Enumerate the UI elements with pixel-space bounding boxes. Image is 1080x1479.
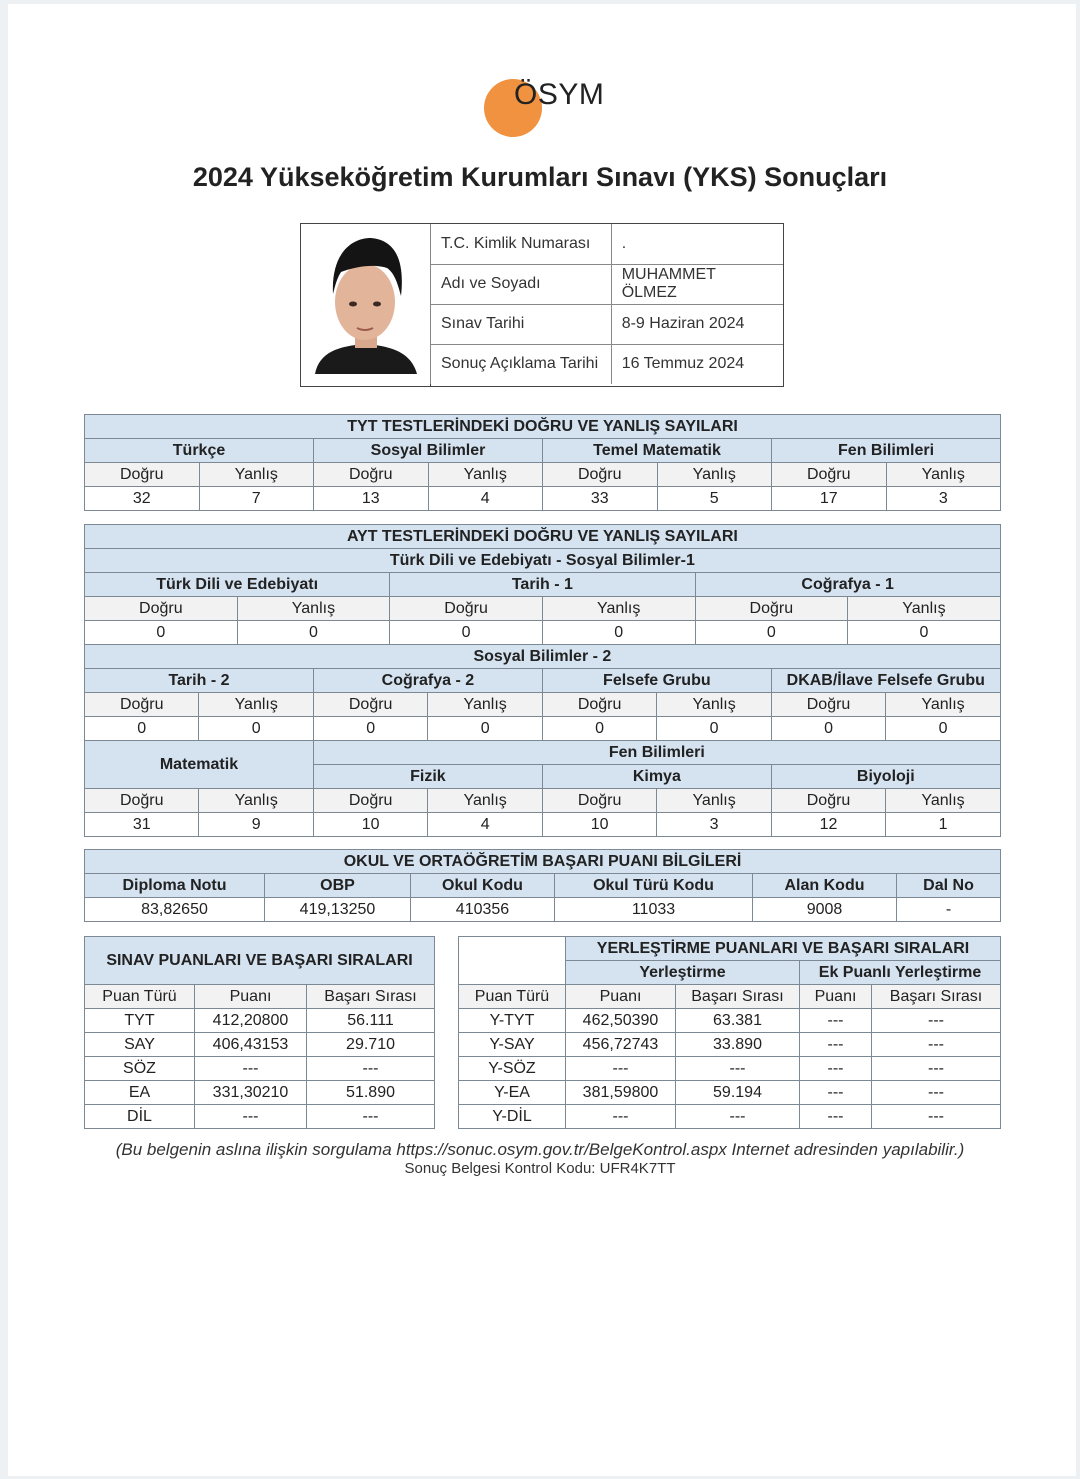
candidate-photo xyxy=(301,224,431,386)
obp-value: 419,13250 xyxy=(265,898,411,922)
score-type: SAY xyxy=(85,1033,195,1057)
diploma-value: 83,82650 xyxy=(85,898,265,922)
school-code-value: 410356 xyxy=(411,898,555,922)
dogru-header: Doğru xyxy=(771,693,885,717)
dogru-value: 17 xyxy=(772,487,887,511)
rank-value: 56.111 xyxy=(307,1009,435,1033)
ayt-group2-title: Sosyal Bilimler - 2 xyxy=(85,645,1001,669)
name-value: MUHAMMET ÖLMEZ xyxy=(611,264,783,304)
dogru-header: Doğru xyxy=(543,463,658,487)
subject-header: Felsefe Grubu xyxy=(542,669,771,693)
dogru-header: Doğru xyxy=(314,463,429,487)
rank-header: Başarı Sırası xyxy=(676,985,800,1009)
yanlis-value: 0 xyxy=(542,621,695,645)
dogru-header: Doğru xyxy=(390,597,543,621)
subject-header: Coğrafya - 1 xyxy=(695,573,1000,597)
dogru-value: 0 xyxy=(771,717,885,741)
subject-header: Temel Matematik xyxy=(543,439,772,463)
yanlis-header: Yanlış xyxy=(886,463,1001,487)
subject-header: Tarih - 2 xyxy=(85,669,314,693)
dogru-header: Doğru xyxy=(313,693,427,717)
score-type-header: Puan Türü xyxy=(85,985,195,1009)
yanlis-header: Yanlış xyxy=(428,693,542,717)
score-value: --- xyxy=(195,1105,307,1129)
score-header: Puanı xyxy=(566,985,676,1009)
tyt-title: TYT TESTLERİNDEKİ DOĞRU VE YANLIŞ SAYILARI xyxy=(85,415,1001,439)
score-type: TYT xyxy=(85,1009,195,1033)
score-type: Y-DİL xyxy=(459,1105,566,1129)
scores-table xyxy=(84,936,435,1129)
score-value: --- xyxy=(566,1105,676,1129)
dogru-value: 33 xyxy=(543,487,658,511)
yanlis-value: 0 xyxy=(848,621,1001,645)
dogru-header: Doğru xyxy=(85,597,238,621)
yanlis-value: 3 xyxy=(886,487,1001,511)
subject-header: Biyoloji xyxy=(771,765,1000,789)
dogru-value: 0 xyxy=(85,621,238,645)
extra-rank-value: --- xyxy=(872,1009,1001,1033)
school-code-header: Okul Kodu xyxy=(411,874,555,898)
yanlis-header: Yanlış xyxy=(428,463,543,487)
yanlis-header: Yanlış xyxy=(428,789,542,813)
yanlis-header: Yanlış xyxy=(657,693,771,717)
dogru-header: Doğru xyxy=(313,789,427,813)
placement-sub1: Yerleştirme xyxy=(566,961,800,985)
placement-title: YERLEŞTİRME PUANLARI VE BAŞARI SIRALARI xyxy=(566,937,1001,961)
dogru-header: Doğru xyxy=(85,693,199,717)
ayt-title: AYT TESTLERİNDEKİ DOĞRU VE YANLIŞ SAYILARI xyxy=(85,525,1001,549)
extra-rank-value: --- xyxy=(872,1105,1001,1129)
yanlis-value: 1 xyxy=(886,813,1000,837)
field-code-value: 9008 xyxy=(753,898,897,922)
score-type: Y-TYT xyxy=(459,1009,566,1033)
score-header: Puanı xyxy=(195,985,307,1009)
dogru-value: 32 xyxy=(85,487,200,511)
yanlis-header: Yanlış xyxy=(886,789,1000,813)
scores-title: SINAV PUANLARI VE BAŞARI SIRALARI xyxy=(85,937,435,985)
yanlis-header: Yanlış xyxy=(199,693,313,717)
extra-rank-header: Başarı Sırası xyxy=(872,985,1001,1009)
placement-blank xyxy=(459,937,566,985)
dogru-value: 13 xyxy=(314,487,429,511)
placement-table xyxy=(458,936,1001,1129)
rank-value: --- xyxy=(676,1105,800,1129)
subject-header: Fen Bilimleri xyxy=(772,439,1001,463)
rank-value: 59.194 xyxy=(676,1081,800,1105)
page-title: 2024 Yükseköğretim Kurumları Sınavı (YKS) Sonuçları xyxy=(192,162,888,192)
dogru-header: Doğru xyxy=(542,693,656,717)
diploma-header: Diploma Notu xyxy=(85,874,265,898)
extra-score-value: --- xyxy=(800,1105,872,1129)
score-value: --- xyxy=(566,1057,676,1081)
rank-value: 63.381 xyxy=(676,1009,800,1033)
score-type: DİL xyxy=(85,1105,195,1129)
subject-header: Türk Dili ve Edebiyatı xyxy=(85,573,390,597)
extra-score-value: --- xyxy=(800,1057,872,1081)
yanlis-header: Yanlış xyxy=(657,463,772,487)
yanlis-value: 0 xyxy=(886,717,1000,741)
placement-sub2: Ek Puanlı Yerleştirme xyxy=(800,961,1001,985)
rank-value: --- xyxy=(307,1105,435,1129)
yanlis-header: Yanlış xyxy=(199,789,313,813)
school-title: OKUL VE ORTAÖĞRETİM BAŞARI PUANI BİLGİLERİ xyxy=(85,850,1001,874)
rank-header: Başarı Sırası xyxy=(307,985,435,1009)
ayt-table xyxy=(84,524,1001,837)
extra-score-header: Puanı xyxy=(800,985,872,1009)
yanlis-value: 3 xyxy=(657,813,771,837)
subject-header: Türkçe xyxy=(85,439,314,463)
tyt-table xyxy=(84,414,1001,511)
dogru-value: 10 xyxy=(313,813,427,837)
dogru-header: Doğru xyxy=(85,463,200,487)
score-value: 456,72743 xyxy=(566,1033,676,1057)
score-value: --- xyxy=(195,1057,307,1081)
yanlis-value: 4 xyxy=(428,487,543,511)
score-value: 331,30210 xyxy=(195,1081,307,1105)
exam-date-label: Sınav Tarihi xyxy=(431,304,612,344)
obp-header: OBP xyxy=(265,874,411,898)
rank-value: --- xyxy=(676,1057,800,1081)
dogru-value: 0 xyxy=(695,621,848,645)
dogru-value: 31 xyxy=(85,813,199,837)
school-type-value: 11033 xyxy=(555,898,753,922)
score-type: Y-EA xyxy=(459,1081,566,1105)
dogru-header: Doğru xyxy=(771,789,885,813)
rank-value: 51.890 xyxy=(307,1081,435,1105)
verification-note: (Bu belgenin aslına ilişkin sorgulama https://sonuc.osym.gov.tr/BelgeKontrol.aspx Internet adresinden yapılabilir.) xyxy=(115,1140,965,1159)
extra-score-value: --- xyxy=(800,1033,872,1057)
yanlis-header: Yanlış xyxy=(886,693,1000,717)
dogru-header: Doğru xyxy=(772,463,887,487)
score-type: Y-SÖZ xyxy=(459,1057,566,1081)
score-type: EA xyxy=(85,1081,195,1105)
result-date-value: 16 Temmuz 2024 xyxy=(611,344,783,384)
dogru-value: 0 xyxy=(85,717,199,741)
score-type: Y-SAY xyxy=(459,1033,566,1057)
school-table xyxy=(84,849,1001,922)
yanlis-value: 0 xyxy=(657,717,771,741)
school-type-header: Okul Türü Kodu xyxy=(555,874,753,898)
science-header: Fen Bilimleri xyxy=(313,741,1000,765)
yanlis-value: 0 xyxy=(237,621,390,645)
branch-no-header: Dal No xyxy=(897,874,1001,898)
dogru-header: Doğru xyxy=(695,597,848,621)
math-header: Matematik xyxy=(85,741,314,789)
dogru-header: Doğru xyxy=(85,789,199,813)
extra-rank-value: --- xyxy=(872,1057,1001,1081)
rank-value: --- xyxy=(307,1057,435,1081)
osym-logo xyxy=(484,76,614,138)
dogru-value: 0 xyxy=(313,717,427,741)
yanlis-value: 4 xyxy=(428,813,542,837)
name-label: Adı ve Soyadı xyxy=(431,264,612,304)
logo-text: ÖSYM xyxy=(514,78,605,111)
exam-date-value: 8-9 Haziran 2024 xyxy=(611,304,783,344)
score-type: SÖZ xyxy=(85,1057,195,1081)
candidate-info xyxy=(300,223,784,387)
field-code-header: Alan Kodu xyxy=(753,874,897,898)
extra-score-value: --- xyxy=(800,1081,872,1105)
extra-score-value: --- xyxy=(800,1009,872,1033)
result-date-label: Sonuç Açıklama Tarihi xyxy=(431,344,612,384)
subject-header: Sosyal Bilimler xyxy=(314,439,543,463)
subject-header: Tarih - 1 xyxy=(390,573,695,597)
subject-header: Coğrafya - 2 xyxy=(313,669,542,693)
dogru-value: 10 xyxy=(542,813,656,837)
subject-header: Fizik xyxy=(313,765,542,789)
dogru-value: 0 xyxy=(542,717,656,741)
id-value: . xyxy=(611,224,783,264)
subject-header: Kimya xyxy=(542,765,771,789)
score-type-header: Puan Türü xyxy=(459,985,566,1009)
score-value: 412,20800 xyxy=(195,1009,307,1033)
subject-header: DKAB/İlave Felsefe Grubu xyxy=(771,669,1000,693)
rank-value: 33.890 xyxy=(676,1033,800,1057)
score-value: 381,59800 xyxy=(566,1081,676,1105)
dogru-value: 0 xyxy=(390,621,543,645)
yanlis-header: Yanlış xyxy=(237,597,390,621)
yanlis-header: Yanlış xyxy=(199,463,314,487)
score-value: 406,43153 xyxy=(195,1033,307,1057)
rank-value: 29.710 xyxy=(307,1033,435,1057)
score-value: 462,50390 xyxy=(566,1009,676,1033)
id-label: T.C. Kimlik Numarası xyxy=(431,224,612,264)
extra-rank-value: --- xyxy=(872,1033,1001,1057)
yanlis-value: 0 xyxy=(199,717,313,741)
yanlis-value: 9 xyxy=(199,813,313,837)
ayt-group1-title: Türk Dili ve Edebiyatı - Sosyal Bilimler-1 xyxy=(85,549,1001,573)
yanlis-value: 7 xyxy=(199,487,314,511)
dogru-header: Doğru xyxy=(542,789,656,813)
branch-no-value: - xyxy=(897,898,1001,922)
extra-rank-value: --- xyxy=(872,1081,1001,1105)
yanlis-value: 5 xyxy=(657,487,772,511)
dogru-value: 12 xyxy=(771,813,885,837)
control-code: Sonuç Belgesi Kontrol Kodu: UFR4K7TT xyxy=(404,1160,676,1177)
yanlis-header: Yanlış xyxy=(542,597,695,621)
yanlis-header: Yanlış xyxy=(848,597,1001,621)
yanlis-value: 0 xyxy=(428,717,542,741)
yanlis-header: Yanlış xyxy=(657,789,771,813)
